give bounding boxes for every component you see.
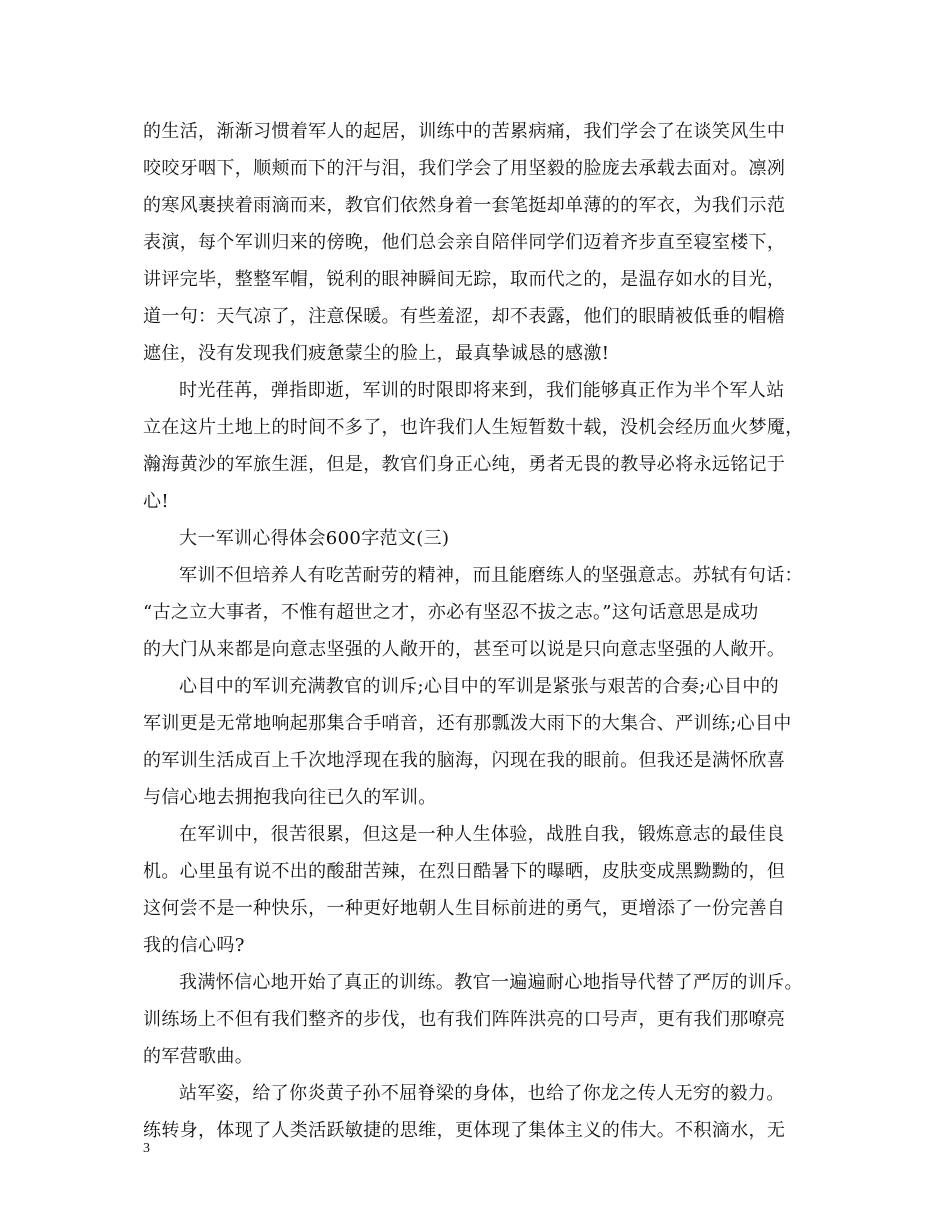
text-line: 训练场上不但有我们整齐的步伐，也有我们阵阵洪亮的口号声，更有我们那嘹亮 (143, 1009, 786, 1030)
text-line: 我满怀信心地开始了真正的训练。教官一遍遍耐心地指导代替了严厉的训斥。 (179, 972, 803, 993)
text-line: 与信心地去拥抱我向往已久的军训。 (143, 787, 437, 808)
text-line: 机。心里虽有说不出的酸甜苦辣，在烈日酷暑下的曝晒，皮肤变成黑黝黝的，但 (143, 861, 786, 882)
text-line: 讲评完毕，整整军帽，锐利的眼神瞬间无踪，取而代之的，是温存如水的目光， (143, 269, 786, 290)
text-line: 练转身，体现了人类活跃敏捷的思维，更体现了集体主义的伟大。不积滴水，无 (143, 1120, 786, 1141)
text-line: 瀚海黄沙的军旅生涯，但是，教官们身正心纯，勇者无畏的教导必将永远铭记于 (143, 454, 786, 475)
text-line: 在军训中，很苦很累，但这是一种人生体验，战胜自我，锻炼意志的最佳良 (179, 824, 785, 845)
text-line: 咬咬牙咽下，顺颊而下的汗与泪，我们学会了用坚毅的脸庞去承载去面对。凛冽 (143, 158, 786, 179)
text-line: 的大门从来都是向意志坚强的人敞开的，甚至可以说是只向意志坚强的人敞开。 (143, 639, 786, 660)
text-line: 表演，每个军训归来的傍晚，他们总会亲自陪伴同学们迈着齐步直至寝室楼下， (143, 232, 786, 253)
text-line: 军训更是无常地响起那集合手哨音，还有那瓢泼大雨下的大集合、严训练;心目中 (143, 713, 792, 734)
text-line: 的军训生活成百上千次地浮现在我的脑海，闪现在我的眼前。但我还是满怀欣喜 (143, 750, 786, 771)
text-line: 道一句：天气凉了，注意保暖。有些羞涩，却不表露，他们的眼睛被低垂的帽檐 (143, 306, 786, 327)
text-line: 时光荏苒，弹指即逝，军训的时限即将来到，我们能够真正作为半个军人站 (179, 380, 785, 401)
text-line: 的寒风裹挟着雨滴而来，教官们依然身着一套笔挺却单薄的的军衣，为我们示范 (143, 195, 786, 216)
text-line: 立在这片土地上的时间不多了，也许我们人生短暂数十载，没机会经历血火梦魇， (143, 417, 804, 438)
section-heading: 大一军训心得体会600字范文(三) (179, 528, 450, 549)
text-line: 这何尝不是一种快乐，一种更好地朝人生目标前进的勇气，更增添了一份完善自 (143, 898, 786, 919)
page-number: 3 (143, 1141, 150, 1156)
text-line: 遮住，没有发现我们疲惫蒙尘的脸上，最真挚诚恳的感激! (143, 343, 610, 364)
text-line: 的生活，渐渐习惯着军人的起居，训练中的苦累病痛，我们学会了在谈笑风生中 (143, 121, 786, 142)
text-line: 军训不但培养人有吃苦耐劳的精神，而且能磨练人的坚强意志。苏轼有句话： (179, 565, 803, 586)
text-line: “古之立大事者，不惟有超世之才，亦必有坚忍不拔之志。”这句话意思是成功 (143, 602, 759, 623)
text-line: 站军姿，给了你炎黄子孙不屈脊梁的身体，也给了你龙之传人无穷的毅力。 (179, 1083, 785, 1104)
text-line: 的军营歌曲。 (143, 1046, 254, 1067)
text-line: 心! (143, 491, 169, 512)
text-line: 心目中的军训充满教官的训斥;心目中的军训是紧张与艰苦的合奏;心目中的 (179, 676, 780, 697)
text-line: 我的信心吗? (143, 935, 245, 956)
